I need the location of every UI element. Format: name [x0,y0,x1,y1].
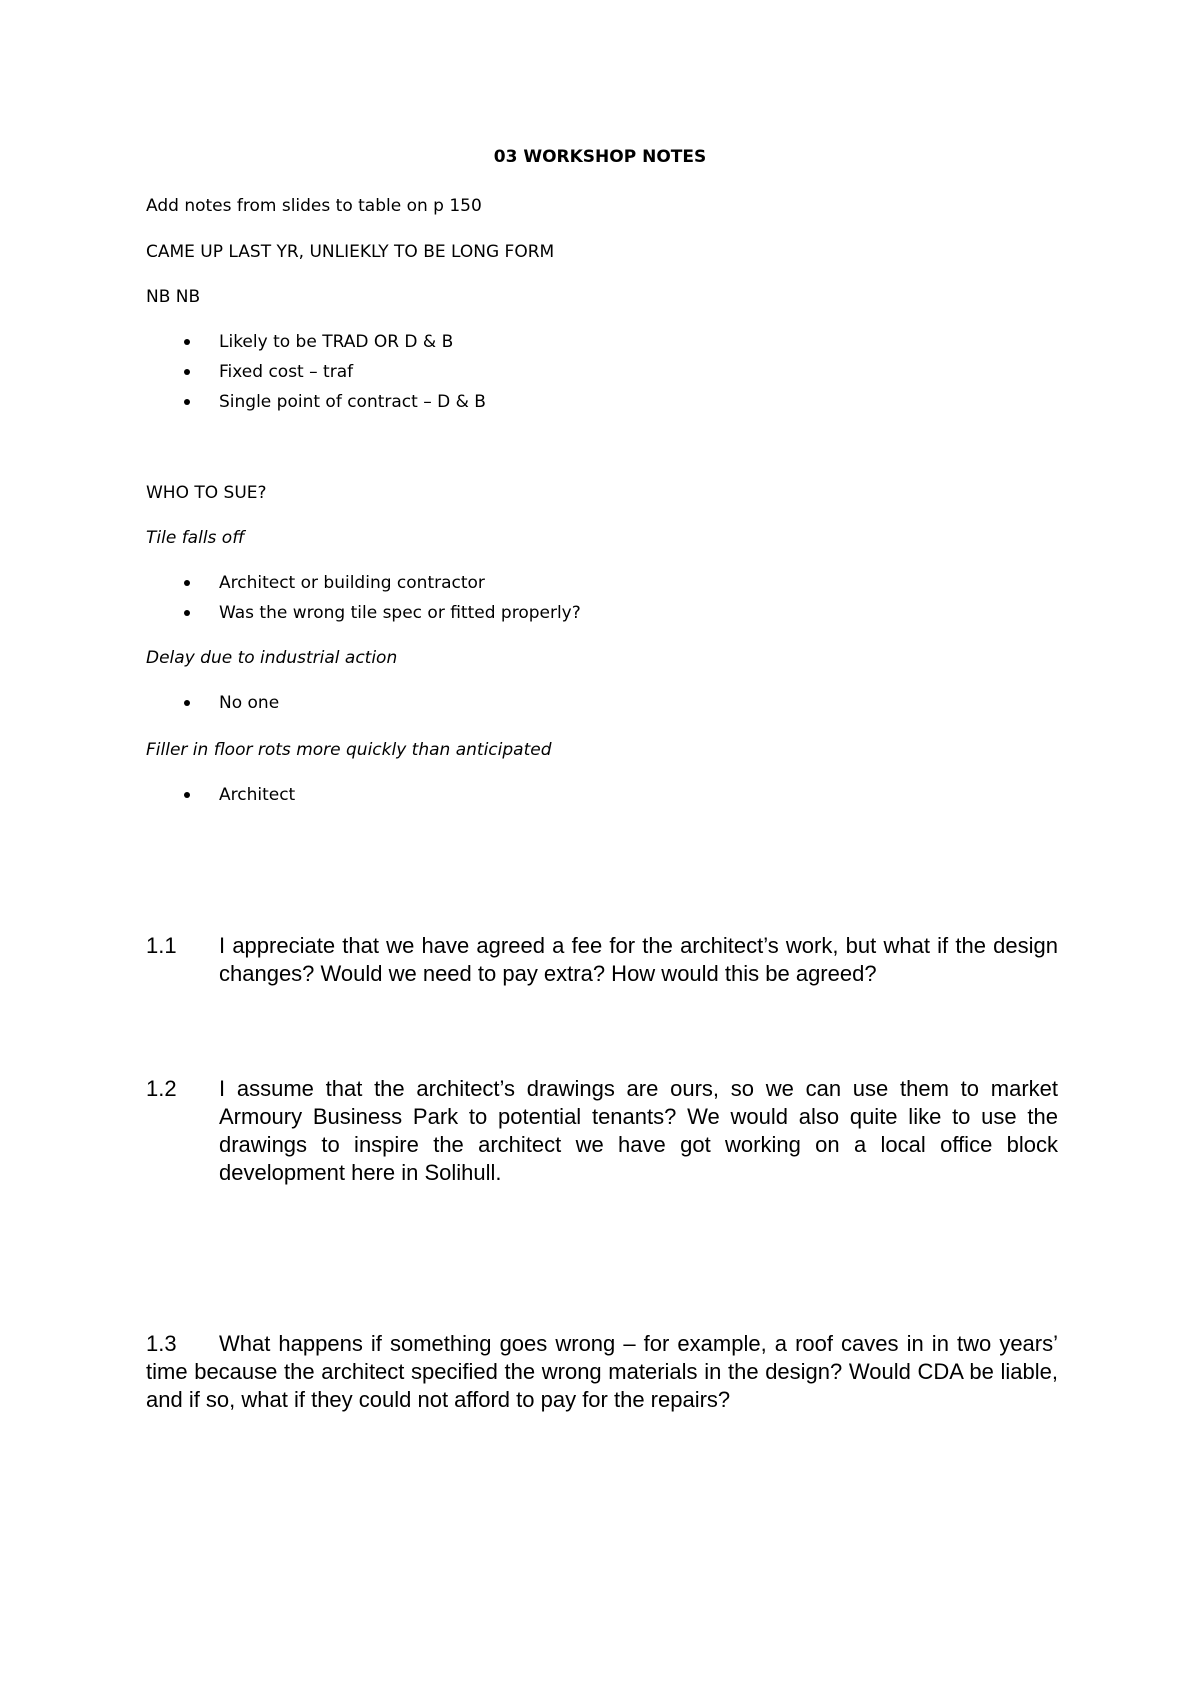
bullet-icon [184,580,190,586]
case-heading-tile: Tile falls off [146,528,245,548]
question-1-1 [146,932,1058,988]
list-item [146,780,295,810]
list-item-text: Was the wrong tile spec or fitted properly? [219,603,581,623]
list-item [146,688,279,718]
question-1-2 [146,1075,1058,1187]
nb-bullet-list [146,327,486,417]
bullet-icon [184,369,190,375]
case-filler-bullets [146,780,295,810]
case-delay-bullets [146,688,279,718]
question-1-3 [146,1330,1058,1414]
add-notes-line: Add notes from slides to table on p 150 [146,196,482,216]
list-item [146,568,581,598]
nb-line: NB NB [146,287,201,307]
list-item [146,598,581,628]
question-text: I assume that the architect’s drawings are ours, so we can use them to market Armoury Business Park to potential tenants? We would also quite like to use the drawings to inspire the architect we have got working on a local office block development here in Solihull. [219,1076,1058,1185]
list-item [146,387,486,417]
list-item-text: Likely to be TRAD OR D & B [219,332,454,352]
question-number: 1.3 [146,1331,177,1356]
case-heading-delay: Delay due to industrial action [146,648,398,668]
list-item-text: No one [219,693,280,713]
list-item [146,327,486,357]
came-up-line: CAME UP LAST YR, UNLIEKLY TO BE LONG FORM [146,242,555,262]
list-item-text: Fixed cost – traf [219,362,354,382]
list-item-text: Architect or building contractor [219,573,485,593]
question-number: 1.1 [146,933,177,958]
question-text: I appreciate that we have agreed a fee for the architect’s work, but what if the design changes? Would we need to pay extra? How would this be agreed? [219,933,1058,986]
who-to-sue-heading: WHO TO SUE? [146,483,267,503]
question-text: What happens if something goes wrong – for example, a roof caves in in two years’ time because the architect specified the wrong materials in the design? Would CDA be liable, and if so, what if they could not afford to pay for the repairs? [146,1331,1058,1412]
bullet-icon [184,399,190,405]
list-item-text: Architect [219,785,296,805]
bullet-icon [184,792,190,798]
case-tile-bullets [146,568,581,628]
list-item [146,357,486,387]
list-item-text: Single point of contract – D & B [219,392,486,412]
document-title: 03 WORKSHOP NOTES [493,147,707,167]
question-number: 1.2 [146,1076,177,1101]
bullet-icon [184,339,190,345]
bullet-icon [184,610,190,616]
case-heading-filler: Filler in floor rots more quickly than anticipated [146,740,552,760]
bullet-icon [184,700,190,706]
